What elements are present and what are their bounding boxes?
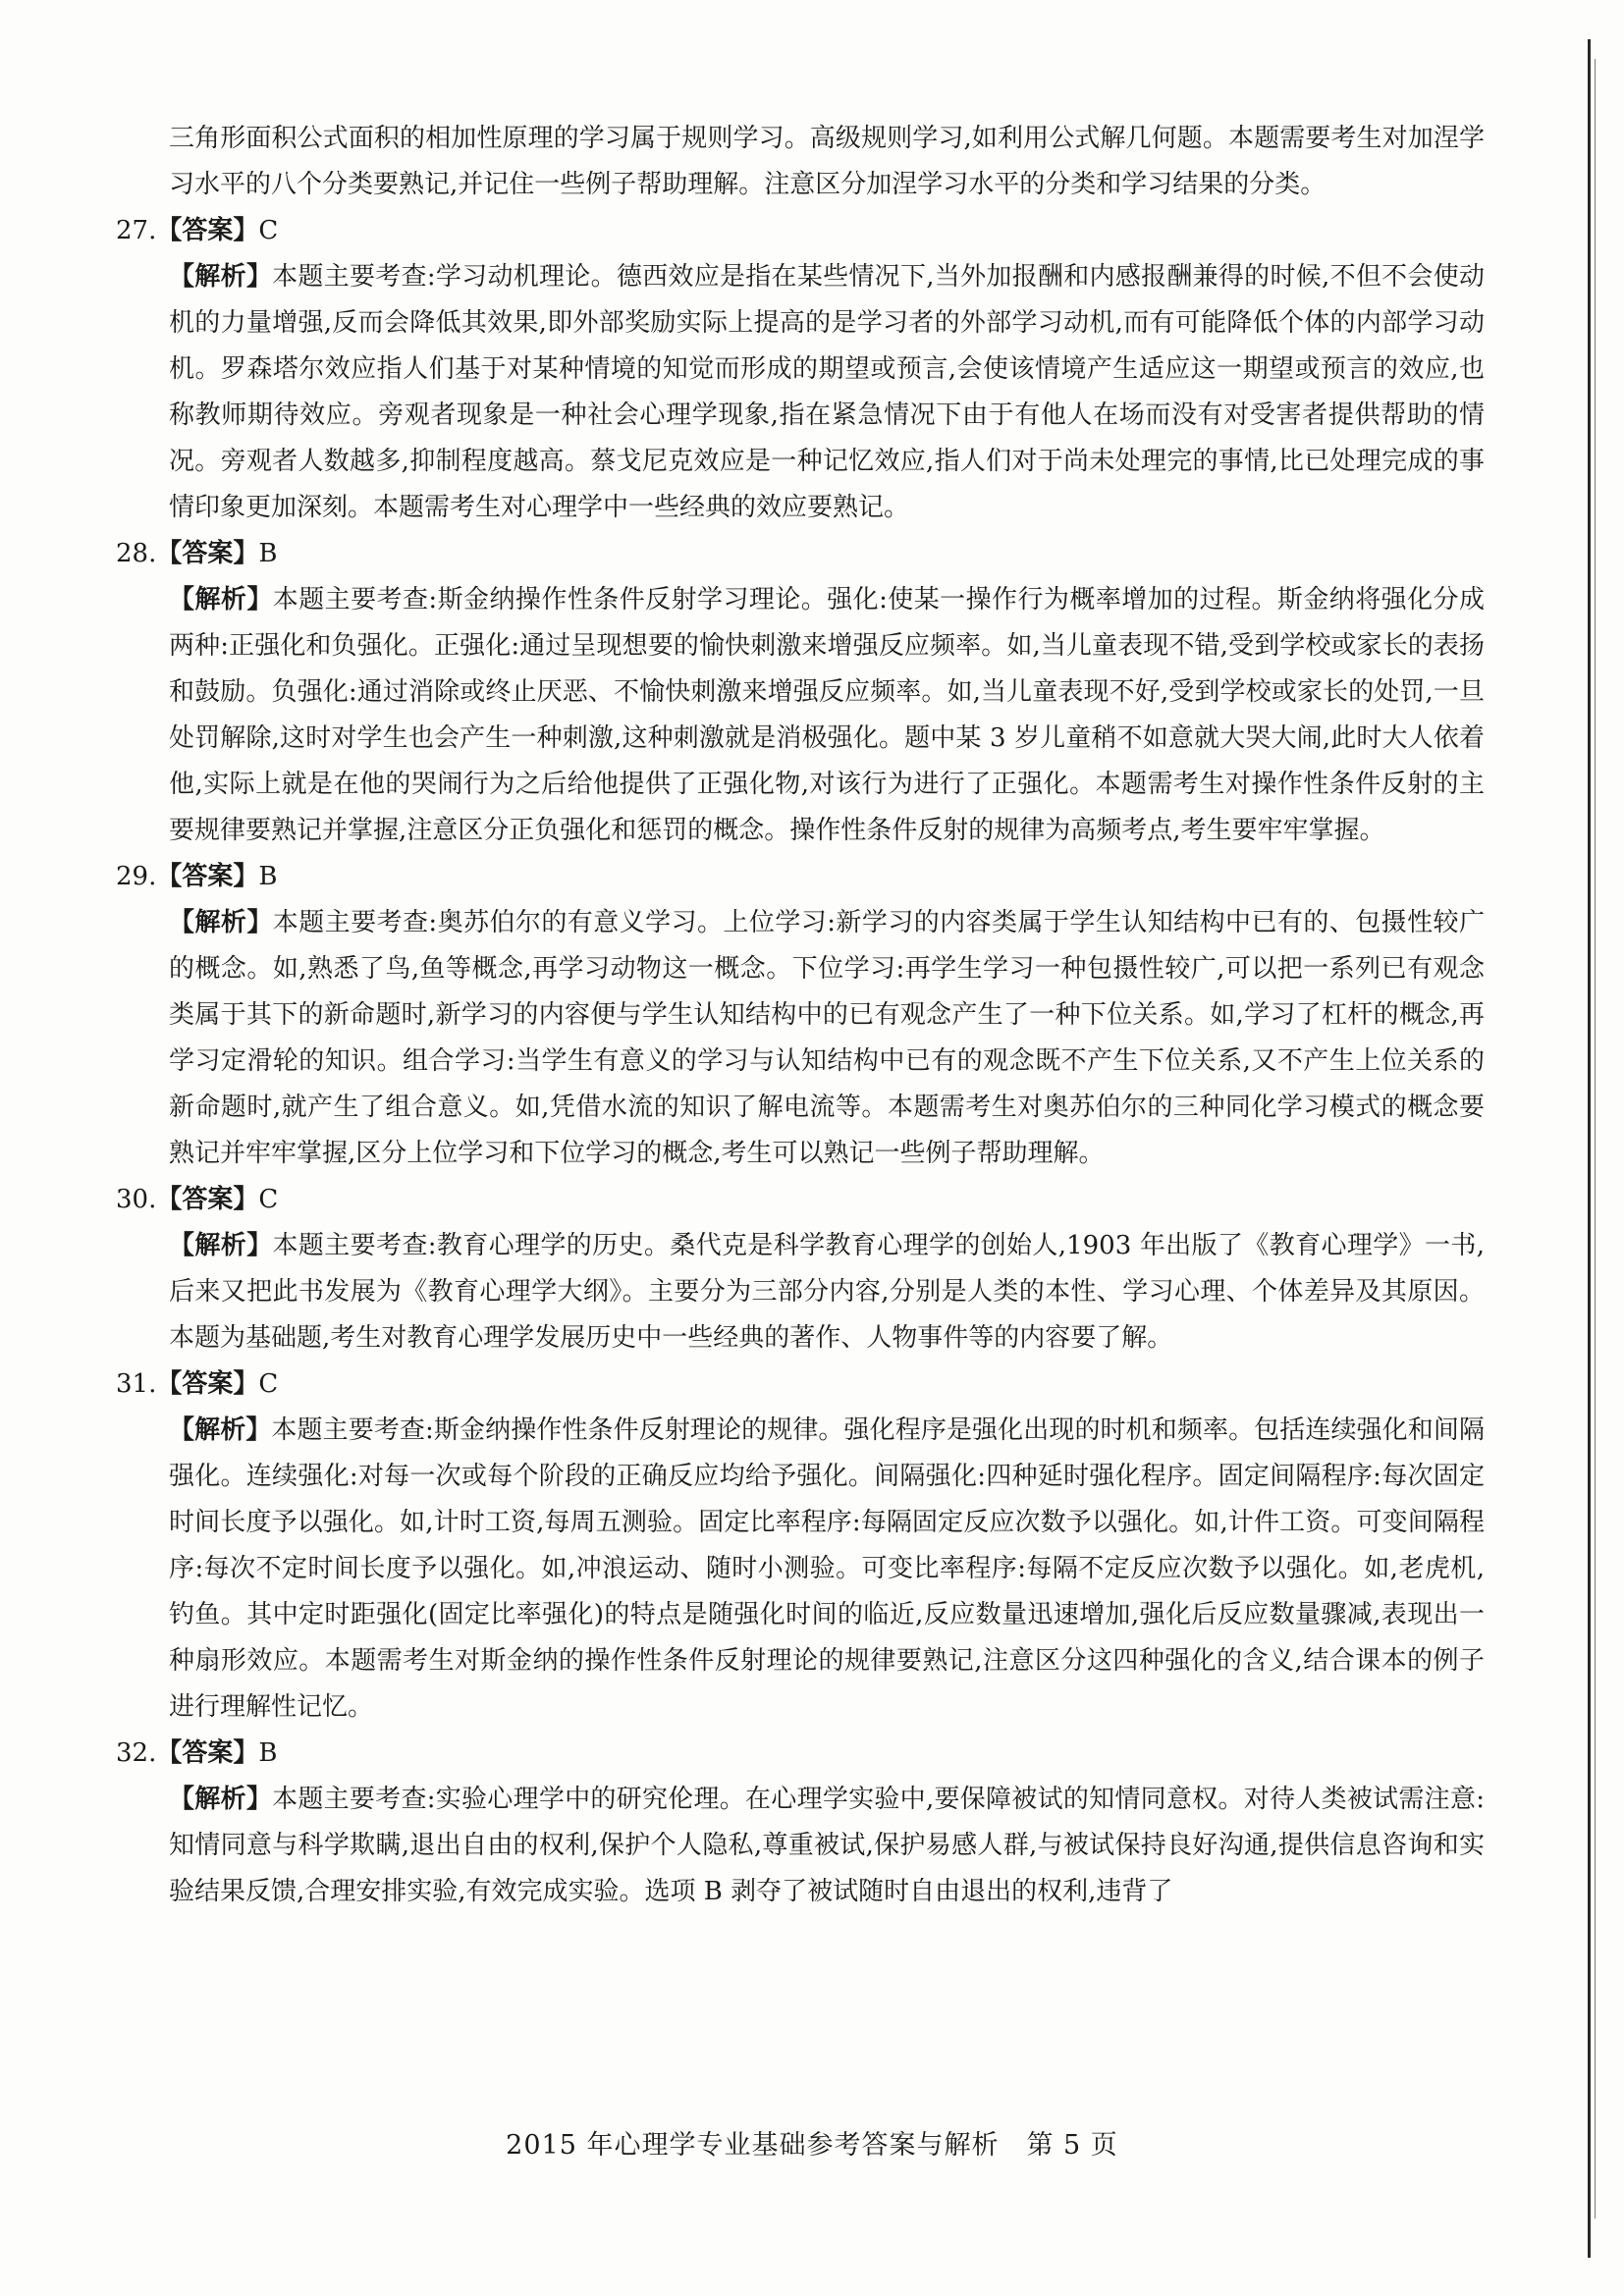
question-number: 32. — [116, 1738, 157, 1768]
analysis-text: 本题主要考查:学习动机理论。德西效应是指在某些情况下,当外加报酬和内感报酬兼得的时候,不但不会使动机的力量增强,反而会降低其效果,即外部奖励实际上提高的是学习者的外部学习动机,而有可能降低个体的内部学习动机。罗森塔尔效应指人们基于对某种情境的知觉而形成的期望或预言,会使该情境产生适应这一期望或预言的效应,也称教师期待效应。旁观者现象是一种社会心理学现象,指在紧急情况下由于有他人在场而没有对受害者提供帮助的情况。旁观者人数越多,抑制程度越高。蔡戈尼克效应是一种记忆效应,指人们对于尚未处理完的事情,比已处理完成的事情印象更加深刻。本题需考生对心理学中一些经典的效应要熟记。 — [169, 262, 1485, 522]
answer-value: C — [258, 1185, 279, 1214]
analysis-paragraph — [116, 1777, 1485, 1915]
answer-value: B — [258, 539, 278, 568]
analysis-label: 【解析】 — [169, 1785, 273, 1814]
question-27 — [116, 208, 1485, 531]
analysis-label: 【解析】 — [169, 585, 273, 614]
answer-label: 【答案】 — [156, 862, 259, 891]
answer-value: C — [258, 216, 279, 245]
analysis-paragraph — [116, 900, 1485, 1177]
answer-line — [116, 1177, 1485, 1223]
question-29 — [116, 854, 1485, 1177]
page-footer: 2015 年心理学专业基础参考答案与解析 第 5 页 — [506, 2130, 1118, 2161]
analysis-text: 本题主要考查:教育心理学的历史。桑代克是科学教育心理学的创始人,1903 年出版了《教育心理学》一书,后来又把此书发展为《教育心理学大纲》。主要分为三部分内容,分别是人类的本性、学习心理、个体差异及其原因。本题为基础题,考生对教育心理学发展历史中一些经典的著作、人物事件等的内容要了解。 — [169, 1231, 1485, 1353]
answer-line — [116, 531, 1485, 577]
question-number: 31. — [116, 1369, 157, 1399]
answer-label: 【答案】 — [156, 539, 259, 568]
analysis-text: 本题主要考查:斯金纳操作性条件反射学习理论。强化:使某一操作行为概率增加的过程。斯金纳将强化分成两种:正强化和负强化。正强化:通过呈现想要的愉快刺激来增强反应频率。如,当儿童表现不错,受到学校或家长的表扬和鼓励。负强化:通过消除或终止厌恶、不愉快刺激来增强反应频率。如,当儿童表现不好,受到学校或家长的处罚,一旦处罚解除,这时对学生也会产生一种刺激,这种刺激就是消极强化。题中某 3 岁儿童稍不如意就大哭大闹,此时大人依着他,实际上就是在他的哭闹行为之后给他提供了正强化物,对该行为进行了正强化。本题需考生对操作性条件反射的主要规律要熟记并掌握,注意区分正负强化和惩罚的概念。操作性条件反射的规律为高频考点,考生要牢牢掌握。 — [169, 585, 1485, 845]
question-30 — [116, 1177, 1485, 1362]
intro-paragraph: 三角形面积公式面积的相加性原理的学习属于规则学习。高级规则学习,如利用公式解几何题。本题需要考生对加涅学习水平的八个分类要熟记,并记住一些例子帮助理解。注意区分加涅学习水平的分类和学习结果的分类。 — [169, 124, 1485, 199]
question-number: 30. — [116, 1185, 157, 1214]
analysis-paragraph — [116, 1408, 1485, 1731]
answer-line — [116, 1731, 1485, 1777]
answer-line — [116, 854, 1485, 900]
analysis-paragraph — [116, 254, 1485, 531]
analysis-label: 【解析】 — [169, 262, 273, 292]
analysis-paragraph — [116, 577, 1485, 854]
answer-value: B — [258, 1738, 278, 1768]
analysis-label: 【解析】 — [169, 908, 273, 937]
question-number: 28. — [116, 539, 157, 568]
answer-value: C — [258, 1369, 279, 1399]
analysis-text: 本题主要考查:奥苏伯尔的有意义学习。上位学习:新学习的内容类属于学生认知结构中已有的、包摄性较广的概念。如,熟悉了鸟,鱼等概念,再学习动物这一概念。下位学习:再学生学习一种包摄性较广,可以把一系列已有观念类属于其下的新命题时,新学习的内容便与学生认知结构中的已有观念产生了一种下位关系。如,学习了杠杆的概念,再学习定滑轮的知识。组合学习:当学生有意义的学习与认知结构中已有的观念既不产生下位关系,又不产生上位关系的新命题时,就产生了组合意义。如,凭借水流的知识了解电流等。本题需考生对奥苏伯尔的三种同化学习模式的概念要熟记并牢牢掌握,区分上位学习和下位学习的概念,考生可以熟记一些例子帮助理解。 — [169, 908, 1485, 1168]
question-28 — [116, 531, 1485, 854]
answer-value: B — [258, 862, 278, 891]
analysis-label: 【解析】 — [169, 1231, 273, 1260]
question-31 — [116, 1362, 1485, 1731]
scan-edge-line-secondary — [1595, 59, 1596, 2218]
answer-line — [116, 208, 1485, 254]
analysis-label: 【解析】 — [169, 1415, 272, 1445]
page-body — [116, 116, 1485, 1915]
analysis-text: 本题主要考查:实验心理学中的研究伦理。在心理学实验中,要保障被试的知情同意权。对待人类被试需注意:知情同意与科学欺瞒,退出自由的权利,保护个人隐私,尊重被试,保护易感人群,与被试保持良好沟通,提供信息咨询和实验结果反馈,合理安排实验,有效完成实验。选项 B 剥夺了被试随时自由退出的权利,违背了 — [169, 1785, 1485, 1906]
analysis-text: 本题主要考查:斯金纳操作性条件反射理论的规律。强化程序是强化出现的时机和频率。包括连续强化和间隔强化。连续强化:对每一次或每个阶段的正确反应均给予强化。间隔强化:四种延时强化程序。固定间隔程序:每次固定时间长度予以强化。如,计时工资,每周五测验。固定比率程序:每隔固定反应次数予以强化。如,计件工资。可变间隔程序:每次不定时间长度予以强化。如,冲浪运动、随时小测验。可变比率程序:每隔不定反应次数予以强化。如,老虎机,钓鱼。其中定时距强化(固定比率强化)的特点是随强化时间的临近,反应数量迅速增加,强化后反应数量骤减,表现出一种扇形效应。本题需考生对斯金纳的操作性条件反射理论的规律要熟记,注意区分这四种强化的含义,结合课本的例子进行理解性记忆。 — [169, 1415, 1485, 1722]
answer-label: 【答案】 — [156, 1185, 259, 1214]
answer-label: 【答案】 — [156, 1738, 259, 1768]
answer-label: 【答案】 — [156, 216, 259, 245]
analysis-paragraph — [116, 1223, 1485, 1362]
question-number: 27. — [116, 216, 157, 245]
answer-line — [116, 1362, 1485, 1408]
question-number: 29. — [116, 862, 157, 891]
question-32 — [116, 1731, 1485, 1915]
answer-label: 【答案】 — [156, 1369, 259, 1399]
scan-edge-line — [1588, 39, 1591, 2258]
